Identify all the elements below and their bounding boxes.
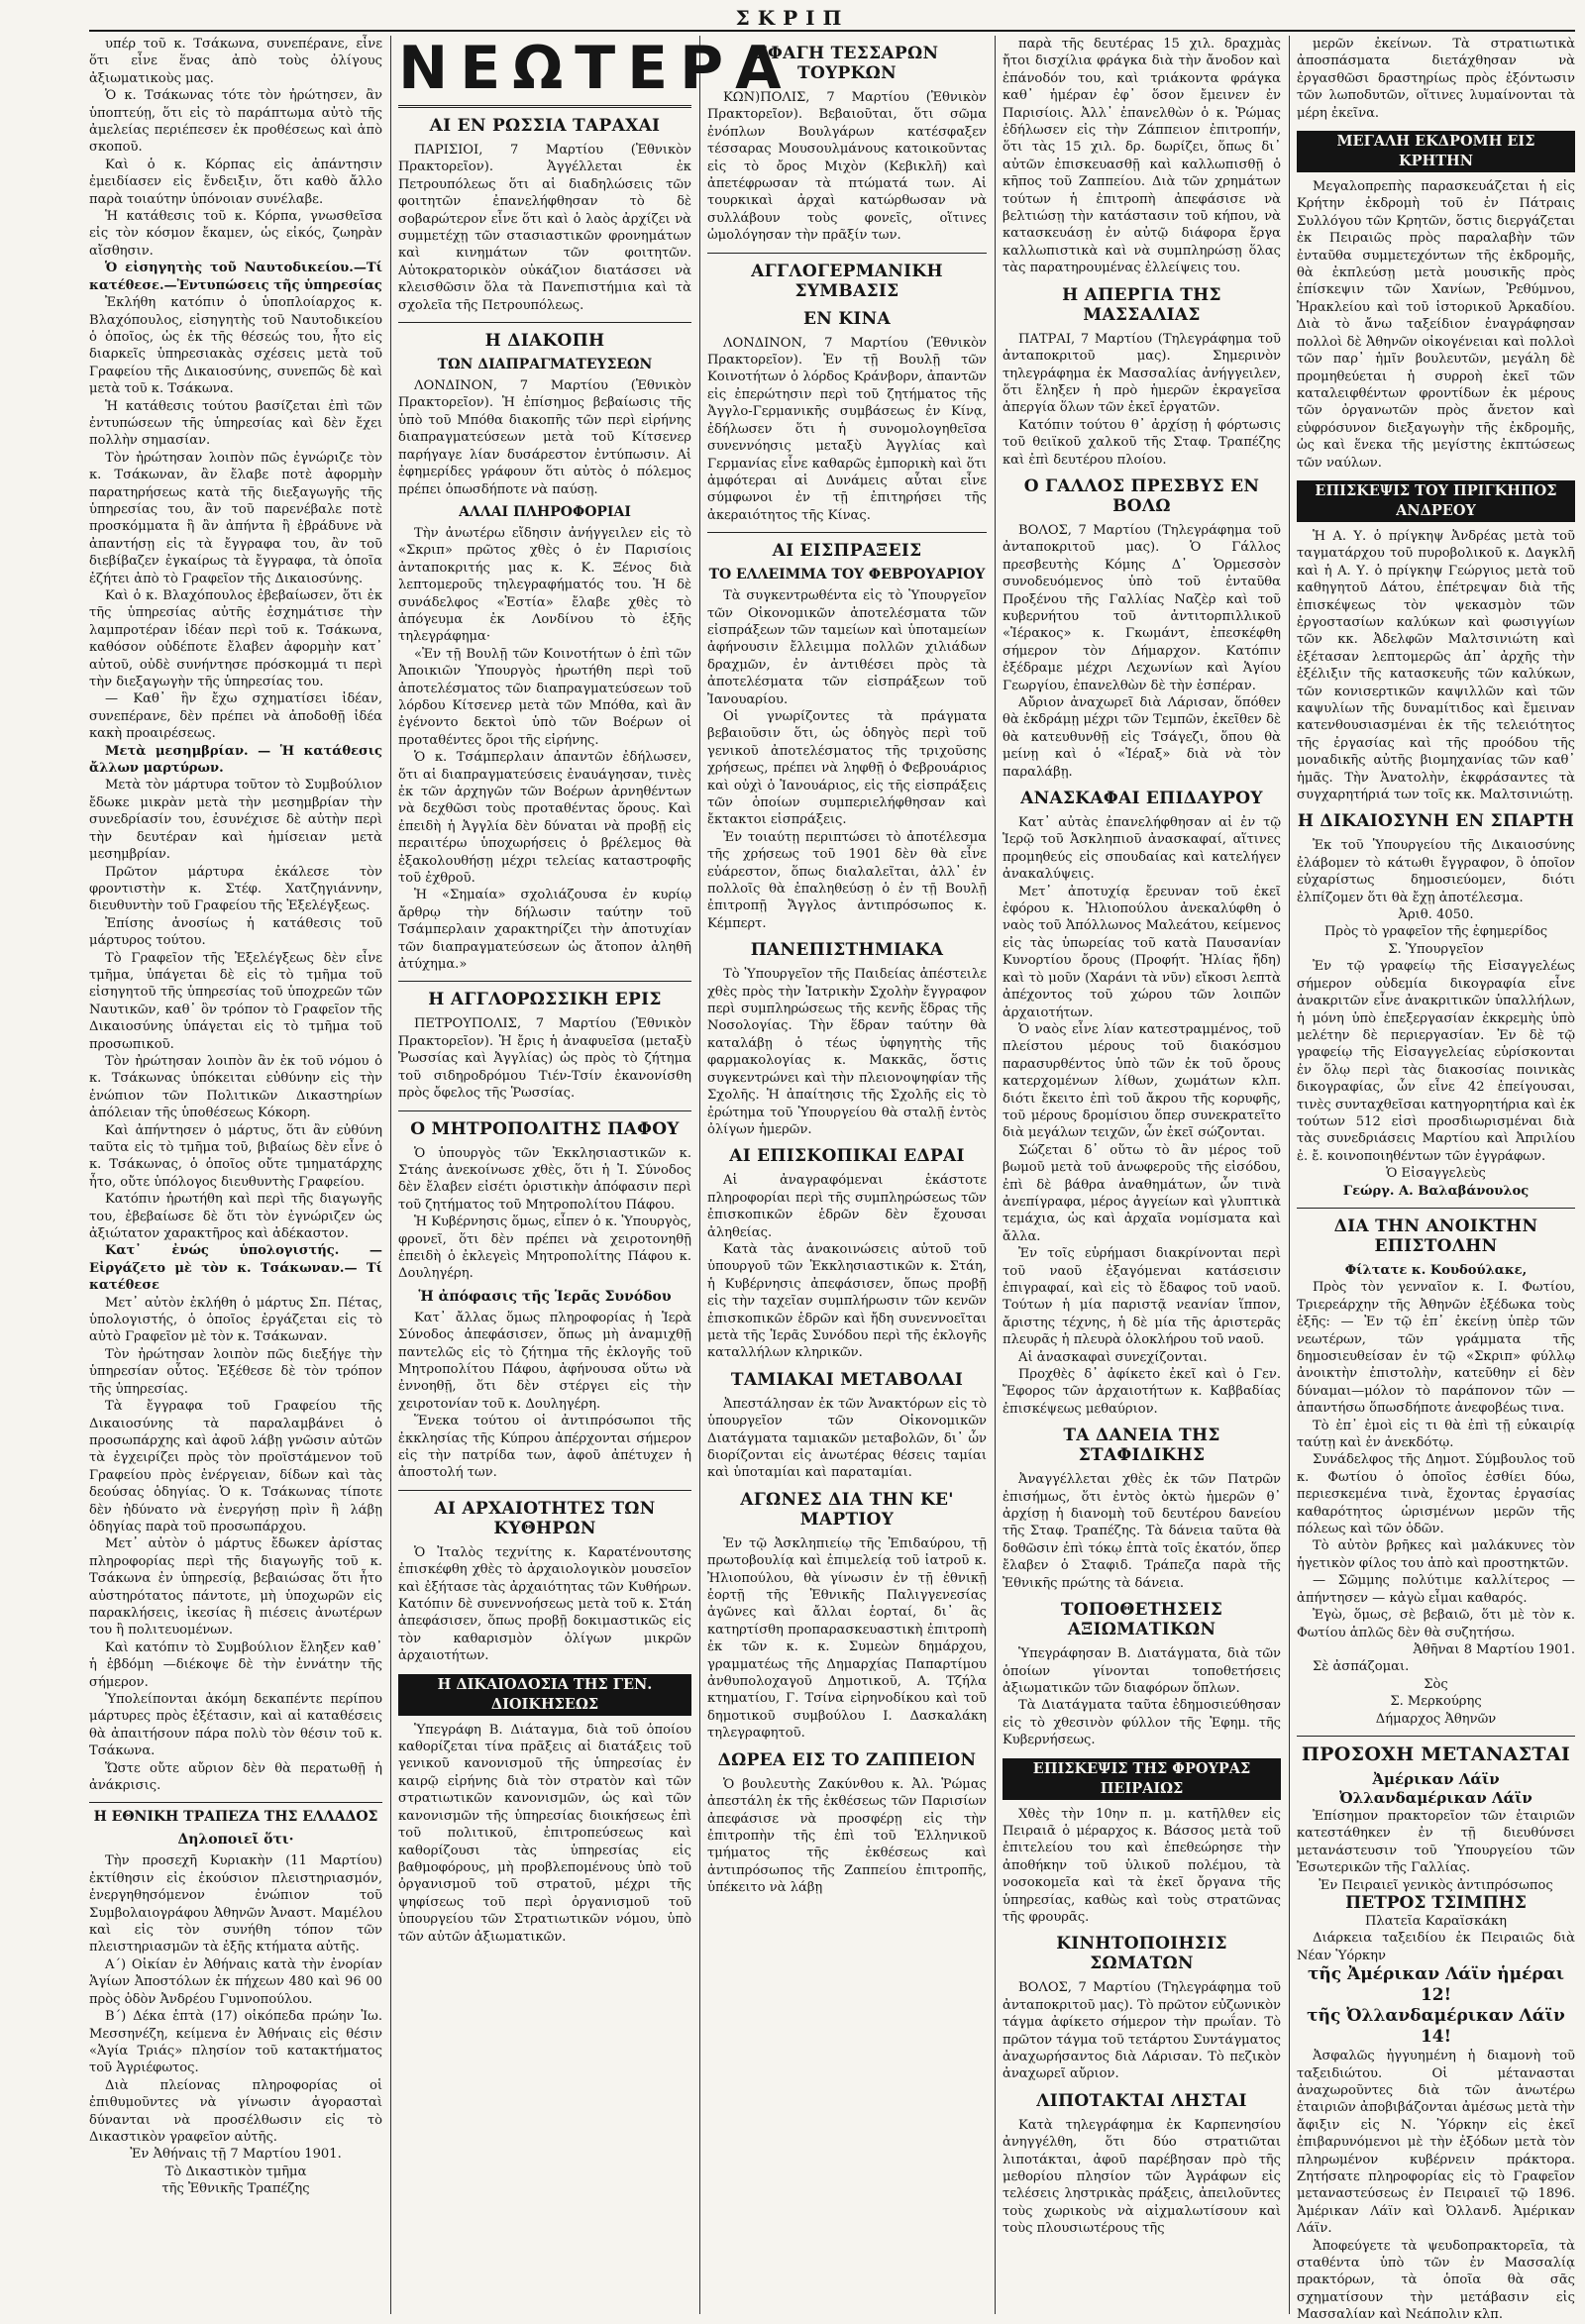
section-heading: ΑΓΩΝΕΣ ΔΙΑ ΤΗΝ ΚΕ' ΜΑΡΤΙΟΥ <box>740 1489 954 1530</box>
paragraph: Τὸν ἠρώτησαν λοιπὸν ἂν ἐκ τοῦ νόμου ὁ κ. Τσάκωνας ὑπόκειται εὐθύνην εἰς τὴν ἐνώπιον τῶν Πολιτικῶν Δικαστηρίων ἀπόλειαν τῆς ὑποθέσεως Κόκορη. <box>89 1053 382 1121</box>
paragraph: Συνάδελφος τῆς Δημοτ. Σύμβουλος τοῦ κ. Φωτίου ὁ ὁποῖος ἐσθίει δύω, περιεσκεμένα τινὰ, ἔχοντας ἐργασίας καθαρότητος ὡρισμένων μερῶν τῆς πόλεως καὶ τῶν ὁδῶν. <box>1297 1452 1575 1537</box>
section-heading: Η ΑΠΕΡΓΙΑ ΤΗΣ ΜΑΣΣΑΛΙΑΣ <box>1062 284 1221 325</box>
paragraph: Ἐπίσημον πρακτορεῖον τῶν ἑταιριῶν κατεστάθηκεν ἐν τῇ διευθύνσει μετανάστευσιν τοῦ Ὑπουργείου τῶν Ἐσωτερικῶν τῆς Γαλλίας. <box>1297 1808 1575 1876</box>
paragraph: Ἡ Κυβέρνησις ὅμως, εἶπεν ὁ κ. Ὑπουργὸς, φρονεῖ, ὅτι δὲν πρέπει νὰ χειροτονηθῇ ἐπειδὴ ὁ ἐκλεγεὶς Μητροπολίτης Πάφου κ. Δουληγέρη. <box>398 1215 691 1282</box>
paragraph: Ἐν τοῖς εὑρήμασι διακρίνονται περὶ τοῦ ναοῦ ἐξαγόμεναι κατάσεισιν ἐπιγραφαί, καὶ εἰς τὸ ἔδαφος τοῦ ναοῦ. Τούτων ἡ μία παριστᾷ νεανίαν ἵππον, ἄριστης τέχνης, ἡ δὲ μία τῆς ἀριστερᾶς πλευρᾶς ἡ πλευρὰ ὁλοκλήρου τοῦ ναοῦ. <box>1003 1246 1281 1348</box>
paragraph: Ἀποφεύγετε τὰ ψευδοπρακτορεῖα, τὰ σταθέντα ὑπὸ τῶν ἐν Μασσαλίᾳ πρακτόρων, τὰ ὁποῖα θὰ σᾶς σχηματίσουν τὴν μετάβασιν εἰς Μασσαλίαν καὶ Νεάπολιν κλπ. <box>1297 2238 1575 2323</box>
column-rule <box>995 36 996 2314</box>
paragraph: Τὸ Ὑπουργεῖον τῆς Παιδείας ἀπέστειλε χθὲς πρὸς τὴν Ἰατρικὴν Σχολὴν ἔγγραφον περὶ συμπληρώσεως τῆς κενῆς ἕδρας τῆς Νοσολογίας. Τὴν ἕδραν ταύτην θὰ καταλάβῃ ὁ τέως ὑφηγητὴς τῆς φαρμακολογίας κ. Μακκᾶς, ὅστις συγκεντρώνει καὶ τὴν πλειονοψηφίαν τῆς Σχολῆς. Ἡ ἀπαίτησις τῆς Σχολῆς εἰς τὸ ἐρώτημα τοῦ Ὑπουργείου θὰ σταλῇ ἐντὸς ὀλίγων ἡμερῶν. <box>707 967 987 1137</box>
paragraph: Κατόπιν ἠρωτήθη καὶ περὶ τῆς διαγωγῆς του, ἐβεβαίωσε δὲ ὅτι τὸν ἐγνώριζεν ὡς ἀξιώτατον χαρακτῆρος καὶ ἀδέκαστον. <box>89 1192 382 1242</box>
section-heading: ΚΙΝΗΤΟΠΟΙΗΣΙΣ ΣΩΜΑΤΩΝ <box>1056 1934 1227 1974</box>
section-heading: Η ΑΓΓΛΟΡΩΣΣΙΚΗ ΕΡΙΣ <box>428 990 662 1010</box>
paragraph: Ὁ ναὸς εἶνε λίαν κατεστραμμένος, τοῦ πλείστου μέρους τοῦ διακόσμου παρασυρθέντος ὑπὸ τῶν ἐκ τοῦ ὄρους κατερχομένων λίθων, χωμάτων κλπ. διότι ἔκειτο ἐπὶ τοῦ ἄκρου τῆς κορυφῆς, τοῦ μέρους δρομίσιου ὅπερ συνεκρατεῖτο διὰ μεγάλων τειχῶν, ὧν ἐκεῖ σώζονται. <box>1003 1021 1281 1141</box>
section-heading: ΤΑ ΔΑΝΕΙΑ ΤΗΣ ΣΤΑΦΙΔΙΚΗΣ <box>1063 1426 1220 1466</box>
paragraph: Β΄) Δέκα ἑπτὰ (17) οἰκόπεδα πρώην Ἰω. Μεσσηνέζη, κείμενα ἐν Ἀθήναις εἰς θέσιν «Ἁγία Τριάς» πλησίον τοῦ κατακτήματος τοῦ Ἀγριέφωτος. <box>89 2009 382 2076</box>
letter-greeting: Φίλτατε κ. Κουδούλακε, <box>1344 1262 1528 1278</box>
paragraph: Ἡ «Σημαία» σχολιάζουσα ἐν κυρίῳ ἄρθρῳ τὴν δήλωσιν ταύτην τοῦ Τσάμπερλαιν χαρακτηρίζει τὴν ἀποτυχίαν τῶν διαπραγματεύσεων ὡς ἄτοπον ἀληθῆ ἀτύχημα.» <box>398 888 691 973</box>
paragraph: Πρὸς τὸν γενναῖον κ. Ι. Φωτίου, Τριερεάρχην τῆς Ἀθηνῶν ἐξέδωκα τοὺς ἑξῆς: — Ἐν τῷ ἐπ᾿ ἐκείνῃ ὑπὲρ τῶν νεωτέρων, τῶν γράμματα τῆς δημοσιευθείσαν ἐν τῷ «Σκριπ» φύλλῳ ἀνοικτὴν ἐπιστολὴν, κατεῦθην εἰ δὲν δύναμαι—μόλον τὸ παράπονον τῶν — ἀπαντήσω ὅπωσδήποτε ἀνεφοβέως τινα. <box>1297 1280 1575 1417</box>
paragraph: μερῶν ἐκείνων. Τὰ στρατιωτικὰ ἀποσπάσματα διετάχθησαν νὰ ἐργασθῶσι δραστηρίως πρὸς ἐξόντωσιν τῶν λωποδυτῶν, οἵτινες λυμαίνονται τὰ μέρη ἐκεῖνα. <box>1297 37 1575 121</box>
addressee: Πρὸς τὸ γραφεῖον τῆς ἐφημερίδος <box>1323 924 1548 940</box>
paragraph: Κατὰ τηλεγράφημα ἐκ Καρπενησίου ἀνηγγέλθη, ὅτι δύο στρατιῶται λιποτάκται, ἀφοῦ παρέβησαν πρὸ τῆς μεθορίου πλησίον τῶν Ἀγράφων εἰς τελέσεις ληστρικὰς πράξεις, ἀπειλοῦντες τοὺς χωρικοὺς νὰ αἰχμαλωτίσουν καὶ τοὺς πλουσιωτέρους τῆς <box>1003 2117 1281 2237</box>
paragraph: Αἱ ἀνασκαφαὶ συνεχίζονται. <box>1018 1349 1208 1365</box>
paragraph: Ὑπεγράφη Β. Διάταγμα, διὰ τοῦ ὁποίου καθορίζεται τίνα πρᾶξεις αἱ διατάξεις τοῦ γενικοῦ κανονισμοῦ τῆς ὑπηρεσίας ἐν καιρῷ εἰρήνης διὰ τὸν στρατὸν καὶ τῶν στρατιωτικῶν κανονισμῶν, ὡς καὶ τῶν κανονισμῶν τῆς ὑπηρεσίας διοικήσεως ἐπὶ τοῦ πολιτικοῦ, ἐπιτροπεύσεως καὶ καθορίζουσι τὰς ὑπηρεσίας εἰς βαθμοφόρους, μὴ προβλεπομένους ὑπὸ τοῦ ὀργανισμοῦ τοῦ στρατοῦ, μέχρι τῆς ψηφίσεως τοῦ περὶ ὀργανισμοῦ τοῦ ὑπουργείου τῶν Στρατιωτικῶν νόμου, ὑπὸ τῶν αὐτῶν ἀξιωματικῶν. <box>398 1722 691 1945</box>
section-heading: ΛΙΠΟΤΑΚΤΑΙ ΛΗΣΤΑΙ <box>1036 2090 1247 2111</box>
paragraph: — Σῶμμης πολύτιμε καλλίτερος — ἀπήντησεν — κἀγὼ εἶμαι καθαρός. <box>1297 1573 1575 1606</box>
paragraph: Κατ᾿ ἄλλας ὅμως πληροφορίας ἡ Ἱερὰ Σύνοδος ἀπεφάσισεν, ὅπως μὴ ἀναμιχθῇ παντελῶς εἰς τὸ ζήτημα τῆς ἐκλογῆς τοῦ Μητροπολίτου Πάφου, ἀφήνουσα οὕτω νὰ ἐννοηθῇ, ὅτι δὲν στέργει εἰς τὴν χειροτονίαν τοῦ κ. Δουληγέρη. <box>398 1310 691 1412</box>
signature-name: Γεώργ. Α. Βαλαβάνουλος <box>1342 1183 1530 1199</box>
section-heading: ΜΕΓΑΛΗ ΕΚΔΡΟΜΗ ΕΙΣ ΚΡΗΤΗΝ <box>1297 131 1575 172</box>
column-5 <box>1297 36 1575 2323</box>
paragraph: Ἐκ τοῦ Ὑπουργείου τῆς Δικαιοσύνης ἐλάβομεν τὸ κάτωθι ἔγγραφον, ὃ ὁποῖον εὐχαρίστως δημοσιεύομεν, διότι ἐλπίζομεν ὅτι θὰ ἔχῃ ἀποτέλεσμα. <box>1297 838 1575 905</box>
paragraph: Διὰ πλείονας πληροφορίας οἱ ἐπιθυμοῦντες νὰ γίνωσιν ἀγορασταὶ δύνανται νὰ προσέλθωσιν εἰς τὸ Δικαστικὸν γραφεῖον αὐτῆς. <box>89 2077 382 2145</box>
section-heading: ΑΙ ΕΝ ΡΩΣΣΙΑ ΤΑΡΑΧΑΙ <box>429 116 661 136</box>
separator <box>398 1490 691 1491</box>
paragraph: Ἐν τῷ γραφείῳ τῆς Εἰσαγγελέως σήμερον οὐδεμία δικογραφία εἶνε ἀνακριτῶν εἶνε ἀνακριτικῶν ὑπαλλήλων, ἡ μόνη ὑπὸ ἐπεξεργασίαν ἐκκρεμὴς ὑπὸ μελέτην δὲ περιεργασίαν. Ἐν δὲ τῷ γραφείῳ τῆς Εἰσαγγελείας εὑρίσκονται ἐν ὅλῳ περὶ τὰς διακοσίας ποινικὰς δικογραφίας, ὧν εἶνε 42 ἐπείγουσαι, τινὲς συνταχθεῖσαι κατηγορητήρια καὶ ἐκ τούτων 512 εἰσὶ προσδιωρισμέναι διὰ τὰς συνεδριάσεις Μαρτίου καὶ Ἀπριλίου ἐ. ἔ. κοινοποιηθέντων τῶν ἐγγράφων. <box>1297 959 1575 1164</box>
paragraph: ΠΑΤΡΑΙ, 7 Μαρτίου (Τηλεγράφημα τοῦ ἀνταποκριτοῦ μας). Σημερινὸν τηλεγράφημα ἐκ Μασσαλίας ἀνήγγειλεν, ὅτι ἔληξεν ἡ πρὸ ἡμερῶν ἐκραγεῖσα ἀπεργία ὅλων τῶν ἐκεῖ ἐργατῶν. <box>1003 331 1281 416</box>
document-number: Ἀριθ. 4050. <box>1398 907 1474 923</box>
section-heading: ΕΠΙΣΚΕΨΙΣ ΤΗΣ ΦΡΟΥΡΑΣ ΠΕΙΡΑΙΩΣ <box>1003 1758 1281 1800</box>
notice-signature: Τὸ Δικαστικὸν τμῆμα <box>164 2164 307 2179</box>
paragraph: Ἀναγγέλλεται χθὲς ἐκ τῶν Πατρῶν ἐπισήμως, ὅτι ἐντὸς ὀκτὼ ἡμερῶν θ᾿ ἀρχίσῃ ἡ διανομὴ τοῦ δευτέρου δανείου τῆς Σταφ. Τραπέζης. Τὰ δάνεια ταῦτα θὰ δοθῶσιν ἐπὶ τόκῳ ἑπτὰ τοῖς ἑκατόν, ὅπερ ἔλαβεν ὁ Σταφιδ. Τράπεζα παρὰ τῆς Ἐθνικῆς πρώτης τὰ δάνεια. <box>1003 1472 1281 1591</box>
section-heading: ΕΝ ΚΙΝΑ <box>803 308 891 329</box>
paragraph: παρὰ τῆς δευτέρας 15 χιλ. δραχμὰς ἤτοι δισχίλια φράγκα διὰ τὴν ἄνοδον καὶ ἐπάνοδόν του, καὶ τριάκοντα φράγκα καθ᾿ ἡμέραν ἐφ᾿ ὅσον ἔμεινεν ἐν Παρισίοις. Ἀλλ᾿ ἐπανελθὼν ὁ κ. Ῥώμας ἐδήλωσεν εἰς τὴν Ζάππειον ἐπιτροπήν, ὅτι τὰς 15 χιλ. δρ. δωρίζει, ὅπως δι᾿ αὐτῶν ἐπισκευασθῇ καὶ καλλωπισθῇ ὁ κῆπος τοῦ Ζαππείου. Διὰ τῶν χρημάτων τούτων ἡ ἐπιτροπὴ ἀπεφάσισε νὰ βελτιώσῃ τὴν κατάστασιν τοῦ κήπου, νὰ κατασκευάσῃ ἐν αὐτῷ διάφορα ἔργα καλλωπιστικὰ καὶ νὰ συμπληρώσῃ ὅλας τὰς παρατηρουμένας ἐλλείψεις του. <box>1003 37 1281 276</box>
paragraph: Κατὰ τὰς ἀνακοινώσεις αὐτοῦ τοῦ ὑπουργοῦ τῶν Ἐκκλησιαστικῶν κ. Στάη, ἡ Κυβέρνησις ἀπεφάσισεν, ὅπως προβῇ εἰς τὴν ταχεῖαν συμπλήρωσιν τῶν κενῶν ἐπισκοπικῶν ἑδρῶν καὶ ἤδη συνεννοεῖται μετὰ τῆς Ἱερᾶς Συνόδου περὶ τῆς ἐκλογῆς καταλλήλων κληρικῶν. <box>707 1241 987 1361</box>
paragraph: Ἐγὼ, ὅμως, σὲ βεβαιῶ, ὅτι μὲ τὸν κ. Φωτίου ἁπλῶς δὲν θὰ συζητήσω. <box>1297 1608 1575 1640</box>
ad-line: τῆς Ὀλλανδαμέρικαν Λάϊν 14! <box>1307 2006 1565 2048</box>
separator <box>1297 1208 1575 1209</box>
paragraph: ΛΟΝΔΙΝΟΝ, 7 Μαρτίου (Ἐθνικὸν Πρακτορεῖον). Ἐν τῇ Βουλῇ τῶν Κοινοτήτων ὁ λόρδος Κράνβορν, ἀπαντῶν εἰς ἐπερώτησιν περὶ τοῦ ζητήματος τῆς Ἀγγλο-Γερμανικῆς συμβάσεως ἐν Κίνᾳ, ἐδήλωσεν ὅτι ἡ συνομολογηθεῖσα συνεννόησις μεταξὺ Ἀγγλίας καὶ Γερμανίας εἶνε καθαρῶς ἐμπορικὴ καὶ ὅτι ἀμφότεραι αἱ Δυνάμεις αὗται εἶνε σύμφωνοι ἐν τῇ ἐπιτηρήσει τῆς ἀκεραιότητος τῆς Κίνας. <box>707 335 987 523</box>
section-heading: ΔΩΡΕΑ ΕΙΣ ΤΟ ΖΑΠΠΕΙΟΝ <box>717 1749 977 1770</box>
paragraph: Τὴν προσεχῆ Κυριακὴν (11 Μαρτίου) ἐκτίθησιν εἰς ἐκούσιον πλειστηριασμόν, ἐνεργηθησόμενον ἐνώπιον τοῦ Συμβολαιογράφου Ἀθηνῶν Ἀναστ. Μαμέλου καὶ εἰς τὸν συνήθη τόπον τῶν πλειστηριασμῶν τὰ ἑξῆς κτήματα αὐτῆς. <box>89 1853 382 1955</box>
section-heading: ΤΟΠΟΘΕΤΗΣΕΙΣ ΑΞΙΩΜΑΤΙΚΩΝ <box>1060 1600 1223 1640</box>
paragraph: Ἕνεκα τούτου οἱ ἀντιπρόσωποι τῆς ἐκκλησίας τῆς Κύπρου ἀπέρχονται σήμερον εἰς τὴν πατρίδα των, ἀφοῦ ἀπέτυχεν ἡ ἀποστολή των. <box>398 1414 691 1481</box>
paragraph: Χθὲς τὴν 10ην π. μ. κατῆλθεν εἰς Πειραιᾶ ὁ μέραρχος κ. Βάσσος μετὰ τοῦ ἐπιτελείου του καὶ ἐπεθεώρησε τὴν ἀποθήκην τοῦ ὑλικοῦ πολέμου, τὰ νοσοκομεῖα καὶ τὰ ἐκεῖ ὄργανα τῆς ὑπηρεσίας, καθὼς καὶ τοὺς στρατῶνας τῆς φρουρᾶς. <box>1003 1806 1281 1925</box>
paragraph: Πρῶτον μάρτυρα ἐκάλεσε τὸν φροντιστὴν κ. Στέφ. Χατζηγιάννην, διευθυντὴν τοῦ Γραφείου τῆς Ἐξελέγξεως. <box>89 864 382 914</box>
running-head: ΣΚΡΙΠ <box>735 6 850 30</box>
paragraph: Μετ᾿ αὐτὸν ἐκλήθη ὁ μάρτυς Σπ. Πέτας, ὑπολογιστής, ὁ ὁποῖος ἐργάζεται εἰς τὸ αὐτὸ Γραφεῖον μὲ τὸν κ. Τσάκωναν. <box>89 1295 382 1345</box>
paragraph: Ἐν Πειραιεῖ γενικὸς ἀντιπρόσωπος <box>1319 1877 1553 1893</box>
section-heading: ΑΓΓΛΟΓΕΡΜΑΝΙΚΗ ΣΥΜΒΑΣΙΣ <box>751 261 943 301</box>
masthead-rule <box>398 105 691 108</box>
separator <box>1297 1736 1575 1737</box>
paragraph: Τὸ Γραφεῖον τῆς Ἐξελέγξεως δὲν εἶνε τμῆμα, ὑπάγεται δὲ εἰς τὸ τμῆμα τοῦ εἰσηγητοῦ τῆς ὑπηρεσίας τοῦ ὑποχρεῶν τῶν Ναυτικῶν, καθ᾿ ὃν τρόπον τὸ Γραφεῖον τῆς Δικαιοσύνης ὑπάγεται εἰς τὸ τμῆμα τοῦ προσωπικοῦ. <box>89 950 382 1052</box>
ad-address: Πλατεῖα Καραϊσκάκη <box>1364 1913 1507 1929</box>
paragraph: Ἡ Α. Υ. ὁ πρίγκηψ Ἀνδρέας μετὰ τοῦ ταγματάρχου τοῦ πυροβολικοῦ κ. Δαγκλῆ καὶ ἡ Α. Υ. ὁ πρίγκηψ Γεώργιος μετὰ τοῦ καθηγητοῦ Δάτου, ἐπέτρεψαν διὰ τῆς ἐπισκέψεως τὸν ψεκασμὸν τῶν ἐργοστασίων καλύκων καὶ φωσιγγίων τῶν κκ. Ἀδελφῶν Μαλτσινιώτη καὶ ἐξέτασαν λεπτομερῶς ἀπ᾿ ἀρχῆς τὴν ἐξέλιξιν τῆς κατασκευῆς τῶν καλύκων, τῶν κονισερτικῶν καψιλλῶν καὶ τῶν καψυλίων τῆς δυναμίτιδος καὶ ἔμειναν κατενθουσιασμέναι ἐκ τῆς τελειότητος τῆς ἐργασίας καὶ τῆς προόδου τῆς μοναδικῆς αὐτῆς βιομηχανίας τῶν καθ᾿ ἡμᾶς. Τὴν Ἀνατολὴν, ἐκφράσαντες τὰ συγχαρητήριά των τοῖς κκ. Μαλτσινιώτῃ. <box>1297 528 1575 803</box>
ad-subheading: Ἀμέρικαν Λάϊν <box>1372 1769 1500 1788</box>
letter-signature: Σὸς <box>1424 1676 1448 1692</box>
paragraph: Καὶ ἀπήντησεν ὁ μάρτυς, ὅτι ἂν εὐθύνη ταῦτα εἰς τὸ τμῆμα τοῦ, βιβαίως δὲν εἶνε ὁ κ. Τσάκωνας, ὁ ὁποῖος οὔτε τμηματάρχης ἦτο, οὔτε ὑπόλογος διευθυντὴς Γραφείου. <box>89 1122 382 1190</box>
paragraph: Ὁ βουλευτὴς Ζακύνθου κ. Ἀλ. Ῥώμας ἀπεστάλη ἐκ τῆς ἐκθέσεως τῶν Παρισίων ἀπεφάσισε νὰ προσφέρῃ εἰς τὴν ἐπιτροπὴν τῆς ἐπὶ τοῦ Ἑλληνικοῦ τμήματος τῆς ἐκθέσεως καὶ ἀντιπρόσωπος τῆς Ζαππείου ἐπιτροπῆς, ὑπέκειτο νὰ λάβῃ <box>707 1776 987 1896</box>
subheading: Ὁ εἰσηγητὴς τοῦ Ναυτοδικείου.—Τί κατέθεσε.—Ἐντυπώσεις τῆς ὑπηρεσίας <box>89 261 382 293</box>
ad-subheading: Ὀλλανδαμέρικαν Λάϊν <box>1339 1788 1532 1807</box>
bank-notice-subheading: Δηλοποιεῖ ὅτι· <box>177 1832 294 1849</box>
paragraph: Μετ᾿ αὐτὸν ὁ μάρτυς ἔδωκεν ἀρίστας πληροφορίας περὶ τῆς διαγωγῆς τοῦ κ. Τσάκωνα ἐν ὑπηρεσίᾳ, βεβαιώσας ὅτι ἦτο αὐστηρότατος πάντοτε, μὴ ὑποχωρῶν εἰς παρακλήσεις, ἱκεσίας ἢ πιέσεις ἀνωτέρων του ἢ πολιτευομένων. <box>89 1536 382 1638</box>
separator <box>707 253 987 254</box>
paragraph: Ἐκλήθη κατόπιν ὁ ὑποπλοίαρχος κ. Βλαχόπουλος, εἰσηγητὴς τοῦ Ναυτοδικείου ὁ ὁποῖος, ὡς ἐκ τῆς θέσεώς του, ἦτο εἰς διαρκεῖς ὑπηρεσιακὰς σχέσεις μετὰ τοῦ Γραφείου τῆς Δικαιοσύνης, συνεπῶς δὲ καὶ μετὰ τοῦ κ. Τσάκωνα. <box>89 295 382 397</box>
paragraph: Ὁ Ἰταλὸς τεχνίτης κ. Καρατένουτσης ἐπισκέφθη χθὲς τὸ ἀρχαιολογικὸν μουσεῖον καὶ ἐξήτασε τὰς ἀρχαιότητας τῶν Κυθήρων. Κατόπιν δὲ συνεννοήσεως μετὰ τοῦ κ. Στάη ἀπεφάσισεν, ὅπως προβῇ δοκιμαστικῶς εἰς τὸν καθαρισμὸν ὀλίγων μικρῶν ἀρχαιοτήτων. <box>398 1544 691 1664</box>
letter-signature: Σ. Μερκούρης <box>1390 1694 1482 1710</box>
section-heading: ΑΙ ΕΠΙΣΚΟΠΙΚΑΙ ΕΔΡΑΙ <box>729 1146 965 1167</box>
section-heading: Η ΔΙΚΑΙΟΣΥΝΗ ΕΝ ΣΠΑΡΤΗ <box>1297 811 1575 832</box>
paragraph: Α΄) Οἰκίαν ἐν Ἀθήναις κατὰ τὴν ἐνορίαν Ἁγίων Ἀποστόλων ἐκ πήχεων 480 καὶ 96 00 πρὸς ὁδὸν Ἀνδρέου Γυμνοπούλου. <box>89 1956 382 2007</box>
paragraph: Σώζεται δ᾿ οὕτω τὸ ἂν μέρος τοῦ βωμοῦ μετὰ τοῦ ἀνωφεροῦς τῆς εἰσόδου, ἐπὶ δὲ βάθρα ἀναθημάτων, ὧν τινὰ ἀνεπίγραφα, μέρος ἀγγείων καὶ γλυπτικὰ τεμάχια, ὡς καὶ ἀρχαῖα νομίσματα καὶ ἄλλα. <box>1003 1142 1281 1244</box>
bank-notice-heading: Η ΕΘΝΙΚΗ ΤΡΑΠΕΖΑ ΤΗΣ ΕΛΛΑΔΟΣ <box>93 1809 378 1826</box>
paragraph: Κατόπιν τούτου θ᾿ ἀρχίσῃ ἡ φόρτωσις τοῦ θειϊκοῦ χαλκοῦ τῆς Σταφ. Τραπέζης καὶ ἐπὶ δευτέρου πλοίου. <box>1003 417 1281 468</box>
paragraph: Τὰ ἔγγραφα τοῦ Γραφείου τῆς Δικαιοσύνης τὰ παραλαμβάνει ὁ προσωπάρχης καὶ ἀφοῦ λάβῃ γνῶσιν αὐτῶν τὰ ἐγχειρίζει πρὸς τὸν προϊστάμενον τοῦ Γραφείου πρὸς ἐνέργειαν, δίδων καὶ τὰς δεούσας ὁδηγίας. Ὁ κ. Τσάκωνας τίποτε δὲν ἠδύνατο νὰ ἐνεργήσῃ πρὶν ἢ λάβῃ ὁδηγίας παρὰ τοῦ προσωπάρχου. <box>89 1399 382 1534</box>
ad-agent-name: ΠΕΤΡΟΣ ΤΣΙΜΠΗΣ <box>1345 1892 1527 1913</box>
letter-date: Ἀθῆναι 8 Μαρτίου 1901. <box>1413 1641 1575 1657</box>
paragraph: Ἐν τῷ Ἀσκληπιείῳ τῆς Ἐπιδαύρου, τῇ πρωτοβουλίᾳ καὶ ἐπιμελείᾳ τοῦ ἰατροῦ κ. Ἠλιοπούλου, θὰ γίνωσιν ἐν τῇ ἐθνικῇ ἑορτῇ τῆς Ἐθνικῆς Παλιγγενεσίας ἀγῶνες καὶ ἄλλαι ἑορταί, δι᾿ ἃς κατηρτίσθη προπαρασκευαστικὴ ἐπιτροπὴ ἐκ τῶν κ. κ. Συμεὼν δημάρχου, γραμματέως τῆς Δημαρχίας Παπαρτίμου ἀνθυπολοχαγοῦ Δημοτικοῦ, Α. Τζήλα κτηματίου, Γ. Τσίνα εἰρηνοδίκου καὶ τοῦ δημοτικοῦ συμβούλου Ι. Δασκαλάκη τηλεγραφητοῦ. <box>707 1535 987 1742</box>
section-subheading: ΤΩΝ ΔΙΑΠΡΑΓΜΑΤΕΥΣΕΩΝ <box>437 357 653 373</box>
masthead-title: ΝΕΩΤΕΡΑ <box>398 34 793 103</box>
letter-signature: Δήμαρχος Ἀθηνῶν <box>1375 1711 1497 1727</box>
paragraph: Οἱ γνωρίζοντες τὰ πράγματα βεβαιοῦσιν ὅτι, ὡς ὁδηγὸς περὶ τοῦ γενικοῦ ἀποτελέσματος τῆς τριχοῦσης χρήσεως, πρέπει νὰ ληφθῇ ὁ Φεβρουάριος καὶ οὐχὶ ὁ Ἰανουάριος, εἰς τῆς εἰσπράξεις τῶν ὁποίων συμπεριελήφθησαν καὶ ἔκτακτοι εἰσπράξεις. <box>707 708 987 828</box>
notice-date: Ἐν Ἀθήναις τῇ 7 Μαρτίου 1901. <box>130 2147 342 2163</box>
paragraph: Μετὰ τὸν μάρτυρα τοῦτον τὸ Συμβούλιον ἔδωκε μικρὰν μετὰ τὴν μεσημβρίαν τὴν συνεδρίασίν του, ἐσυνέχισε δὲ αὐτὴν περὶ τὴν δευτέραν καὶ ἡμίσειαν μετὰ μεσημβρίαν. <box>89 778 382 863</box>
paragraph: Τὸ αὐτὸν βρῆκες καὶ μαλάκυνες τὸν ἡγετικὸν φίλος του ἀπὸ καὶ προστηκτῶν. <box>1297 1538 1575 1571</box>
paragraph: Μεγαλοπρεπὴς παρασκευάζεται ἡ εἰς Κρήτην ἐκδρομὴ τοῦ ἐν Πάτραις Συλλόγου τῶν Κρητῶν, ὅστις διεργάζεται ἐκ Πειραιῶς πρὸς παραλαβὴν τῶν ἐνταῦθα συμμετεχόντων τῆς ἐκδρομῆς, θὰ ἐκπλεύσῃ μετὰ μουσικῆς πρὸς ἐπίσκεψιν τῶν Χανίων, Ῥεθύμνου, Ἡρακλείου καὶ τοῦ ἱστορικοῦ Ἀρκαδίου. Διὰ τὸ ἄνω ταξείδιον ἐναγράφησαν πολλοὶ δὲ Ἀθηνῶν οἰκογένειαι καὶ πολλοὶ τῶν παρ᾿ ἡμῖν βουλευτῶν, μεγάλη δὲ προμηθεύεται ἡ συρροὴ ἐκεῖ τῶν καταλειφθέντων φροντίδων ἐκ μέρους τῶν ὀργανωτῶν πρὸς ἄνετον καὶ εὐφρόσυνον διεξαγωγὴν τῆς ἐκδρομῆς, ὡς καὶ ἕνεκα τῆς μεγίστης ἐκπτώσεως τῶν ναύλων. <box>1297 179 1575 471</box>
paragraph: ΠΑΡΙΣΙΟΙ, 7 Μαρτίου (Ἐθνικὸν Πρακτορεῖον). Ἀγγέλλεται ἐκ Πετρουπόλεως ὅτι αἱ διαδηλώσεις τῶν φοιτητῶν ἐπανελήφθησαν τὸ δὲ σοβαρώτερον εἶνε ὅτι καὶ ὁ λαὸς ἀρχίζει νὰ συμμετέχῃ τῶν στασιαστικῶν φρονημάτων καὶ κινημάτων τῶν φοιτητῶν. Αὐτοκρατορικὸν οὐκάζιον διατάσσει νὰ κλεισθῶσιν ὅλα τὰ Πανεπιστήμια καὶ τὰ σχολεῖα τῆς Πετρουπόλεως. <box>398 143 691 313</box>
separator <box>398 322 691 323</box>
section-heading: ΤΑΜΙΑΚΑΙ ΜΕΤΑΒΟΛΑΙ <box>730 1369 964 1390</box>
paragraph: Ἐπίσης ἀνοσίως ἡ κατάθεσις τοῦ μάρτυρος τούτου. <box>89 915 382 949</box>
ad-line: τῆς Ἀμέρικαν Λάϊν ἡμέραι 12! <box>1307 1964 1565 2006</box>
section-heading: ΑΙ ΕΙΣΠΡΑΞΕΙΣ <box>772 541 922 562</box>
column-4 <box>1003 36 1281 2314</box>
paragraph: Κατ᾿ αὐτὰς ἐπανελήφθησαν αἱ ἐν τῷ Ἱερῷ τοῦ Ἀσκληπιοῦ ἀνασκαφαί, αἵτινες προμηθεύς εἰς σπουδαίας καὶ κατελήγεν ἀνακαλύψεις. <box>1003 815 1281 883</box>
section-subheading: ΑΛΛΑΙ ΠΛΗΡΟΦΟΡΙΑΙ <box>459 503 631 520</box>
section-heading: ΕΠΙΣΚΕΨΙΣ ΤΟΥ ΠΡΙΓΚΗΠΟΣ ΑΝΔΡΕΟΥ <box>1297 480 1575 522</box>
paragraph: Καὶ ὁ κ. Βλαχόπουλος ἐβεβαίωσεν, ὅτι ἐκ τῆς ὑπηρεσίας αὐτῆς ἐσχημάτισε τὴν λαμπροτέραν ἰδέαν περὶ τοῦ κ. Τσάκωνα, καθόσον οὐδέποτε ἔλαβεν ἀφορμὴν κατ᾿ αὐτοῦ, οὐδὲ συνήντησε πρόσκομμά τι περὶ τὴν διεξαγωγὴν τῆς ὑπηρεσίας του. <box>89 588 382 690</box>
paragraph: Καὶ ὁ κ. Κόρπας εἰς ἀπάντησιν ἐμειδίασεν εἰς ἔνδειξιν, ὅτι καθὸ ἄλλο παρὰ τοιαύτην ὑπόνοιαν συνέλαβε. <box>89 157 382 207</box>
paragraph: Αἱ ἀναγραφόμεναι ἑκάστοτε πληροφορίαι περὶ τῆς συμπληρώσεως τῶν ἐπισκοπικῶν ἑδρῶν δὲν ἔχουσαι ἀληθείας. <box>707 1173 987 1240</box>
paragraph: Ὁ κ. Τσάκωνας τότε τὸν ἠρώτησεν, ἂν ὑποπτεύῃ, ὅτι εἰς τὸ παράπτωμα αὐτὸ τῆς ἀμελείας περιέπεσεν ἐκ προθέσεως καὶ ἀπὸ σκοποῦ. <box>89 88 382 156</box>
paragraph: Ὁ ὑπουργὸς τῶν Ἐκκλησιαστικῶν κ. Στάης ἀνεκοίνωσε χθὲς, ὅτι ἡ Ἱ. Σύνοδος δὲν ἔλαβεν εἰσέτι ὁριστικὴν ἀπόφασιν περὶ τοῦ ζητήματος τοῦ Μητροπολίτου Πάφου. <box>398 1145 691 1213</box>
subheading: Μετὰ μεσημβρίαν. — Ἡ κατάθεσις ἄλλων μαρτύρων. <box>89 743 382 777</box>
paragraph: Τὴν ἀνωτέρω εἴδησιν ἀνήγγειλεν εἰς τὸ «Σκριπ» πρῶτος χθὲς ὁ ἐν Παρισίοις ἀνταποκριτής μας κ. Κ. Ξένος διὰ λεπτομεροῦς τηλεγραφήματός του. Ἡ δὲ συνάδελφος «Ἑστία» ἔλαβε χθὲς τὸ ἀπόγευμα ἐκ Λονδίνου τὸ ἑξῆς τηλεγράφημα· <box>398 525 691 645</box>
paragraph: ΒΟΛΟΣ, 7 Μαρτίου (Τηλεγράφημα τοῦ ἀνταποκριτοῦ μας). Ὁ Γάλλος πρεσβευτὴς Κόμης Δ᾿ Ὁρμεσσὸν συνοδευόμενος ὑπὸ τοῦ ἐνταῦθα Προξένου τῆς Γαλλίας Ναζὲρ καὶ τοῦ κυβερνήτου τοῦ ἀντιτορπιλλικοῦ «Ἱέρακος» κ. Γκωμάντ, ἐπεσκέφθη σήμερον τὸν Δήμαρχον. Κατόπιν ἐξέδραμε μέχρι Λεχωνίων καὶ Ἁγίου Γεωργίου, ἐπανελθὼν δὲ τὴν ἑσπέραν. <box>1003 522 1281 693</box>
section-heading: ΑΝΑΣΚΑΦΑΙ ΕΠΙΔΑΥΡΟΥ <box>1020 789 1263 809</box>
paragraph: ΚΩΝ)ΠΟΛΙΣ, 7 Μαρτίου (Ἐθνικὸν Πρακτορεῖον). Βεβαιοῦται, ὅτι σῶμα ἐνόπλων Βουλγάρων κατέσφαξεν τέσσαρας Μουσουλμάνους κατοικοῦντας εἰς τὸ ὄρος Μιχὸν (Κεβικλῆ) καὶ ἀπετέφρωσαν τὰ πτώματά των. Αἱ τουρκικαὶ ἀρχαὶ κατώρθωσαν νὰ συλλάβουν τοὺς φονεῖς, οἵτινες ὡμολόγησαν τὴν πρᾶξίν των. <box>707 90 987 244</box>
paragraph: ΠΕΤΡΟΥΠΟΛΙΣ, 7 Μαρτίου (Ἐθνικὸν Πρακτορεῖον). Ἡ ἔρις ἡ ἀναφυεῖσα (μεταξὺ Ῥωσσίας καὶ Ἀγγλίας) ὡς πρὸς τὸ ζήτημα τοῦ σιδηροδρόμου Τιέν-Τσίν ἐκανονίσθη πρὸς ὄφελος τῆς Ῥωσσίας. <box>398 1016 691 1102</box>
paragraph: Τὸν ἠρώτησαν λοιπὸν πῶς ἐγνώριζε τὸν κ. Τσάκωναν, ἂν ἔλαβε ποτὲ ἀφορμὴν παρατηρήσεως κατὰ τῆς διεξαγωγῆς τῆς ὑπηρεσίας του, ἂν τοῦ παρενέβαλε ποτὲ προσκόμματα ἢ ἂν ἀπήντα ἢ ἐβράδυνε νὰ ἀπαντήσῃ εἰς τὰ ἔγγραφα του, ἂν τοῦ διεβίβαζεν ἐγκαίρως τὰ ἔγγραφα, τὰ ὁποῖα ἐζήτει ἀπὸ τὸ Γραφεῖον τῆς Δικαιοσύνης. <box>89 450 382 586</box>
notice-signature: τῆς Ἐθνικῆς Τραπέζης <box>161 2181 310 2197</box>
signature-title: Ὁ Εἰσαγγελεὺς <box>1386 1166 1486 1182</box>
paragraph: Διάρκεια ταξειδίου ἐκ Πειραιῶς διὰ Νέαν Ὑόρκην <box>1297 1931 1575 1963</box>
separator <box>707 532 987 533</box>
column-1 <box>89 36 382 2314</box>
section-subheading: ΤΟ ΕΛΛΕΙΜΜΑ ΤΟΥ ΦΕΒΡΟΥΑΡΙΟΥ <box>708 567 986 583</box>
paragraph: Προχθὲς δ᾿ ἀφίκετο ἐκεῖ καὶ ὁ Γεν. Ἔφορος τῶν ἀρχαιοτήτων κ. Καββαδίας ἐπισκέψεως μεθαύριον. <box>1003 1367 1281 1417</box>
paragraph: «Ἐν τῇ Βουλῇ τῶν Κοινοτήτων ὁ ἐπὶ τῶν Ἀποικιῶν Ὑπουργὸς ἠρωτήθη περὶ τοῦ ἀποτελέσματος τῶν διαπραγματεύσεων τοῦ λόρδου Κίτσενερ μετὰ τῶν Μπόθα, καὶ ἂν ἐγένοντο δεκτοὶ ὑπὸ τῶν Βοέρων οἱ προταθέντες ὅροι τῆς εἰρήνης. <box>398 646 691 748</box>
section-subheading: Ἡ ἀπόφασις τῆς Ἱερᾶς Συνόδου <box>418 1288 672 1305</box>
paragraph: Ἀπεστάλησαν ἐκ τῶν Ἀνακτόρων εἰς τὸ ὑπουργεῖον τῶν Οἰκονομικῶν Διατάγματα ταμιακῶν μεταβολῶν, δι᾿ ὧν διορίζονται εἰς ἀνωτέρας θέσεις ταμίαι καὶ ὑποταμίαι καὶ παραταμίαι. <box>707 1396 987 1481</box>
separator <box>398 981 691 982</box>
section-heading: ΣΦΑΓΗ ΤΕΣΣΑΡΩΝ ΤΟΥΡΚΩΝ <box>755 44 939 83</box>
section-heading: Ο ΜΗΤΡΟΠΟΛΙΤΗΣ ΠΑΦΟΥ <box>410 1118 680 1139</box>
separator <box>398 1110 691 1111</box>
paragraph: Ἀσφαλῶς ἠγγυημένη ἡ διαμονὴ τοῦ ταξειδιώτου. Οἱ μέτανασται ἀναχωροῦντες διὰ τῶν ἀνωτέρω ἑταιριῶν ἀποβιβάζονται ἀμέσως μετὰ τὴν ἄφιξιν εἰς Ν. Ὑόρκην εἰς ἐκεῖ ἐπιβαρυνόμενοι μὲ τὴν ἐξόδων μετὰ τὸν πληρωμένον κυβέρνειν πράκτορα. Ζητήσατε πληροφορίας εἰς τὸ Γραφεῖον μεταναστεύσεως ἐν Πειραιεῖ τῷ 1896. Ἀμέρικαν Λάϊν καὶ Ὀλλανδ. Ἀμέρικαν Λάϊν. <box>1297 2049 1575 2237</box>
paragraph: Ἡ κατάθεσις τούτου βασίζεται ἐπὶ τῶν ἐντυπώσεων τῆς ὑπηρεσίας καὶ δὲν ἔχει πολλὴν σημασίαν. <box>89 398 382 449</box>
section-heading: Ο ΓΑΛΛΟΣ ΠΡΕΣΒΥΣ ΕΝ ΒΟΛΩ <box>1023 475 1260 516</box>
section-heading: Η ΔΙΚΑΙΟΔΟΣΙΑ ΤΗΣ ΓΕΝ. ΔΙΟΙΚΗΣΕΩΣ <box>398 1674 691 1716</box>
paragraph: Τὸν ἠρώτησαν λοιπὸν πῶς διεξήγε τὴν ὑπηρεσίαν οὗτος. Ἐξέθεσε δὲ τὸν τρόπον τῆς ὑπηρεσίας. <box>89 1346 382 1397</box>
column-rule <box>1289 36 1290 2314</box>
column-3 <box>707 36 987 2314</box>
addressee: Σ. Ὑπουργεῖον <box>1388 941 1484 957</box>
paragraph: Τὰ συγκεντρωθέντα εἰς τὸ Ὑπουργεῖον τῶν Οἰκονομικῶν ἀποτελέσματα τῶν εἰσπράξεων τῶν ταμείων καὶ ὑποταμείων ἀφήνουσιν ἔλλειμμα πολλῶν χιλιάδων δραχμῶν, ἐν ἀντιθέσει πρὸς τὰ ἀποτελέσματα τῶν εἰσπράξεων τοῦ Ἰανουαρίου. <box>707 588 987 707</box>
paragraph: — Καθ᾿ ἣν ἔχω σχηματίσει ἰδέαν, συνεπέρανε, δὲν πρέπει νὰ ἀποδοθῇ ἰδέα κακὴ προαιρέσεως. <box>89 691 382 742</box>
subheading: Κατ᾿ ἐνώς ὑπολογιστής. — Εἰργάζετο μὲ τὸν κ. Τσάκωναν.— Τί κατέθεσε <box>89 1243 382 1294</box>
column-2 <box>398 34 793 2314</box>
column-rule <box>390 36 391 2314</box>
paragraph: Ἐν τοιαύτῃ περιπτώσει τὸ ἀποτέλεσμα τῆς χρήσεως τοῦ 1901 δὲν θὰ εἶνε εὐάρεστον, ὅπως διαλαλεῖται, ἀλλ᾿ ἐν πολλοῖς θὰ ἐπαληθεύσῃ ὁ ἐν τῇ Βουλῇ ἐπιτροπῇ Ἄγγλος ἀντιπρόσωπος κ. Κέμπερτ. <box>707 829 987 931</box>
paragraph: Σὲ ἀσπάζομαι. <box>1313 1659 1410 1675</box>
paragraph: ΛΟΝΔΙΝΟΝ, 7 Μαρτίου (Ἐθνικὸν Πρακτορεῖον). Ἡ ἐπίσημος βεβαίωσις τῆς ὑπὸ τοῦ Μπόθα διακοπῆς τῶν περὶ εἰρήνης διαπραγματεύσεων μετὰ τοῦ Κίτσενερ παρήγαγε λίαν δυσάρεστον ἐντύπωσιν. Αἱ ἐφημερίδες γράφουν ὅτι αὐτὸς ὁ πόλεμος πρέπει ὁπωσδήποτε νὰ παύσῃ. <box>398 378 691 497</box>
paragraph: ΒΟΛΟΣ, 7 Μαρτίου (Τηλεγράφημα τοῦ ἀνταποκριτοῦ μας). Τὸ πρῶτον εὐζωνικὸν τάγμα ἀφίκετο σήμερον τὴν πρωΐαν. Τὸ πρῶτον τάγμα τοῦ τετάρτου Συντάγματος ἀναχωρήσαντος διὰ Λάρισαν. Τὸ πεζικὸν ἀναχωρεῖ αὔριον. <box>1003 1980 1281 2082</box>
ad-heading: ΠΡΟΣΟΧΗ ΜΕΤΑΝΑΣΤΑΙ <box>1301 1743 1571 1765</box>
separator <box>89 1802 382 1803</box>
paragraph: Τὸ ἐπ᾿ ἐμοὶ εἰς τι θὰ ἐπὶ τῇ εὐκαιρίᾳ ταύτῃ καὶ ἐν ἀνεκδότῳ. <box>1297 1418 1575 1451</box>
section-heading: ΑΙ ΑΡΧΑΙΟΤΗΤΕΣ ΤΩΝ ΚΥΘΗΡΩΝ <box>434 1498 656 1538</box>
paragraph: Καὶ κατόπιν τὸ Συμβούλιον ἔληξεν καθ᾿ ἡ ἑβδόμη —διέκοψε δὲ τὴν ἐννάτην τῆς σήμερον. <box>89 1639 382 1690</box>
column-rule <box>699 36 700 2314</box>
section-heading: ΠΑΝΕΠΙΣΤΗΜΙΑΚΑ <box>750 940 944 961</box>
paragraph: Ὁ κ. Τσάμπερλαιν ἀπαντῶν ἐδήλωσεν, ὅτι αἱ διαπραγματεύσεις ἐναυάγησαν, τινὲς ἐκ τῶν ἀρχηγῶν τῶν Βοέρων ἀρνηθέντων νὰ δεχθῶσι τοὺς προταθέντας ὅρους. Καὶ ἐπειδὴ ἡ Ἀγγλία δὲν δύναται νὰ προβῇ εἰς περαιτέρω ὑποχωρήσεις ὁ βρέλεμος θὰ ἐξακολουθήσῃ μέχρι τελείας καταστροφῆς τοῦ ἐχθροῦ. <box>398 750 691 887</box>
section-heading: Η ΔΙΑΚΟΠΗ <box>484 331 605 352</box>
section-heading: ΔΙΑ ΤΗΝ ΑΝΟΙΚΤΗΝ ΕΠΙΣΤΟΛΗΝ <box>1333 1215 1538 1256</box>
paragraph: Μετ᾿ ἀποτυχίᾳ ἔρευναν τοῦ ἐκεῖ ἐφόρου κ. Ἠλιοπούλου ἀνεκαλύφθη ὁ ναὸς τοῦ Ἀπόλλωνος Μαλεάτου, κείμενος εἰς τὰς ὑπωρείας τοῦ κατὰ Παυσανίαν Κυνορτίου ὄρους (Προφήτ. Ἠλίας ἤδη) καὶ τὸ μοῦν (Χαράνι τὰ νῦν) εἴκοσι λεπτὰ ἀπέχοντος τοῦ χώρου τῶν λοιπῶν ἀρχαιοτήτων. <box>1003 884 1281 1020</box>
paragraph: Ἡ κατάθεσις τοῦ κ. Κόρπα, γνωσθεῖσα εἰς τὸν κόσμον ἔκαμεν, ὡς εἰκός, ζωηρὰν αἴσθησιν. <box>89 209 382 259</box>
paragraph: Ὑπεγράφησαν Β. Διατάγματα, διὰ τῶν ὁποίων γίνονται τοποθετήσεις ἀξιωματικῶν τῶν διαφόρων ὅπλων. <box>1003 1646 1281 1696</box>
paragraph: Αὔριον ἀναχωρεῖ διὰ Λάρισαν, ὅπόθεν θὰ ἐκδράμῃ μέχρι τῶν Τεμπῶν, ἐκεῖθεν δὲ θὰ κατευθυνθῇ εἰς Τσάγεζι, ὅπου θὰ μείνῃ καὶ ὁ «Ἱέραξ» διὰ νὰ τὸν παραλάβῃ. <box>1003 695 1281 780</box>
paragraph: Ὥστε οὔτε αὔριον δὲν θὰ περατωθῇ ἡ ἀνάκρισις. <box>89 1760 382 1794</box>
paragraph: Ὑπολείπονται ἀκόμη δεκαπέντε περίπου μάρτυρες πρὸς ἐξέτασιν, καὶ αἱ καταθέσεις θὰ ἀπαιτήσουν πάρα πολὺ τὸν θέσιν τοῦ κ. Τσάκωνα. <box>89 1692 382 1759</box>
paragraph: Τὰ Διατάγματα ταῦτα ἐδημοσιεύθησαν εἰς τὸ χθεσινὸν φύλλον τῆς Ἐφημ. τῆς Κυβερνήσεως. <box>1003 1698 1281 1748</box>
paragraph: υπέρ τοῦ κ. Τσάκωνα, συνεπέρανε, εἶνε ὅτι εἶνε ἕνας ἀπὸ τοὺς ὀλίγους ἀξιωματικοὺς μας. <box>89 37 382 86</box>
top-rule <box>89 30 1575 32</box>
